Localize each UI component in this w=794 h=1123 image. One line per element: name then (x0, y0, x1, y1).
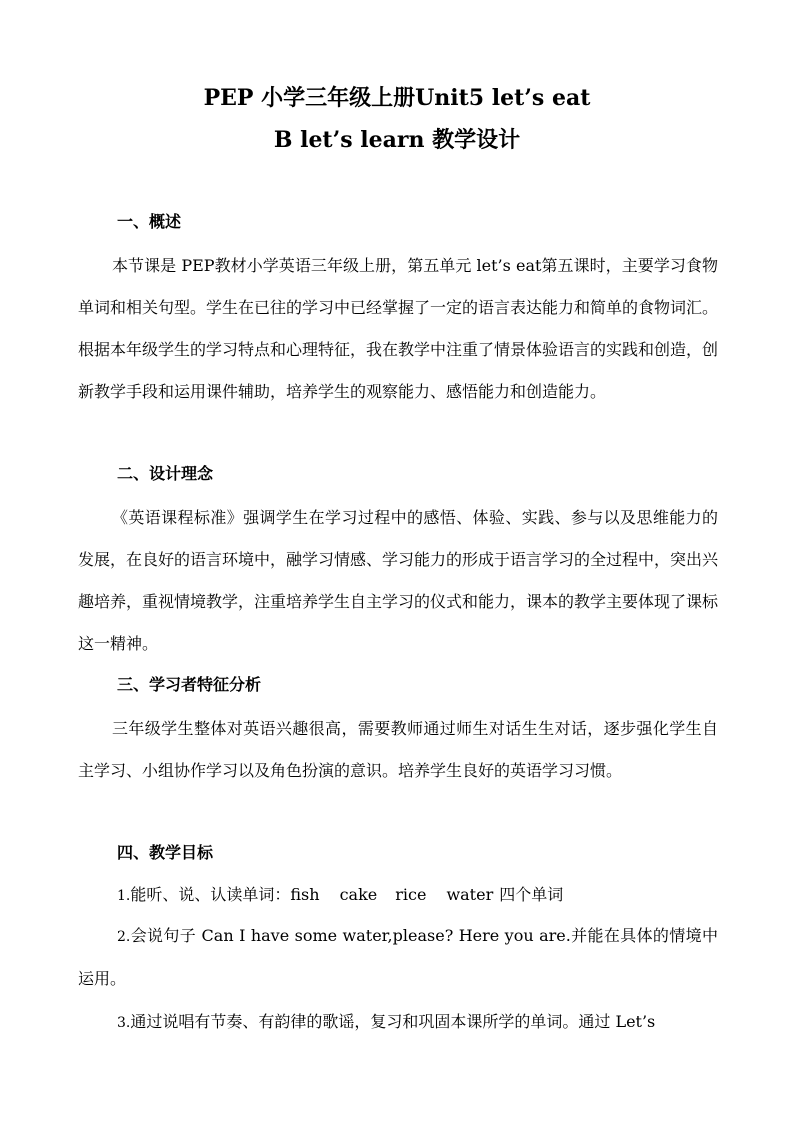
section-heading-learner-analysis: 三、学习者特征分析 (117, 675, 262, 694)
objective-number: 1. (117, 888, 131, 904)
section-heading-teaching-objectives: 四、教学目标 (117, 843, 214, 862)
section-text-design-concept: 《英语课程标准》强调学生在学习过程中的感悟、体验、实践、参与以及思维能力的发展，在良好的语言环境中，融学习情感、学习能力的形成于语言学习的全过程中，突出兴趣培养，重视情境教学，注重培养学生自主学习的仪式和能力，课本的教学主要体现了课标这一精神。 (78, 508, 719, 653)
vocab-word: rice (395, 885, 427, 904)
vocab-word: fish (290, 885, 320, 904)
objective-item-2 (78, 915, 718, 1000)
section-text-learner-analysis: 三年级学生整体对英语兴趣很高，需要教师通过师生对话生生对话，逐步强化学生自主学习、小组协作学习以及角色扮演的意识。培养学生良好的英语学习习惯。 (78, 719, 718, 780)
objective-prefix: 能听、说、认读单词： (130, 885, 291, 904)
objective-number: 3. (117, 1015, 131, 1031)
section-text-overview: 本节课是 PEP教材小学英语三年级上册，第五单元 let’s eat第五课时，主要学习食物单词和相关句型。学生在已往的学习中已经掌握了一定的语言表达能力和简单的食物词汇。根据本年级学生的学习特点和心理特征，我在教学中注重了情景体验语言的实践和创造，创新教学手段和运用课件辅助，培养学生的观察能力、感悟能力和创造能力。 (78, 256, 719, 401)
vocab-word: cake (339, 885, 378, 904)
objective-suffix: 四个单词 (499, 885, 564, 904)
objective-item-3 (117, 1011, 655, 1034)
objective-number: 2. (117, 929, 131, 945)
objective-text: 通过说唱有节奏、有韵律的歌谣，复习和巩固本课所学的单词。通过 Let’s (130, 1012, 656, 1031)
vocab-word: water (446, 885, 494, 904)
section-heading-design-concept: 二、设计理念 (117, 464, 214, 483)
document-title-line-2: B let’s learn 教学设计 (273, 127, 521, 153)
objective-text: 会说句子 Can I have some water,please? Here you are.并能在具体的情境中运用。 (78, 926, 718, 988)
objective-item-1 (117, 884, 563, 907)
document-title-line-1: PEP 小学三年级上册Unit5 let’s eat (203, 85, 591, 111)
section-heading-overview: 一、概述 (117, 212, 182, 231)
